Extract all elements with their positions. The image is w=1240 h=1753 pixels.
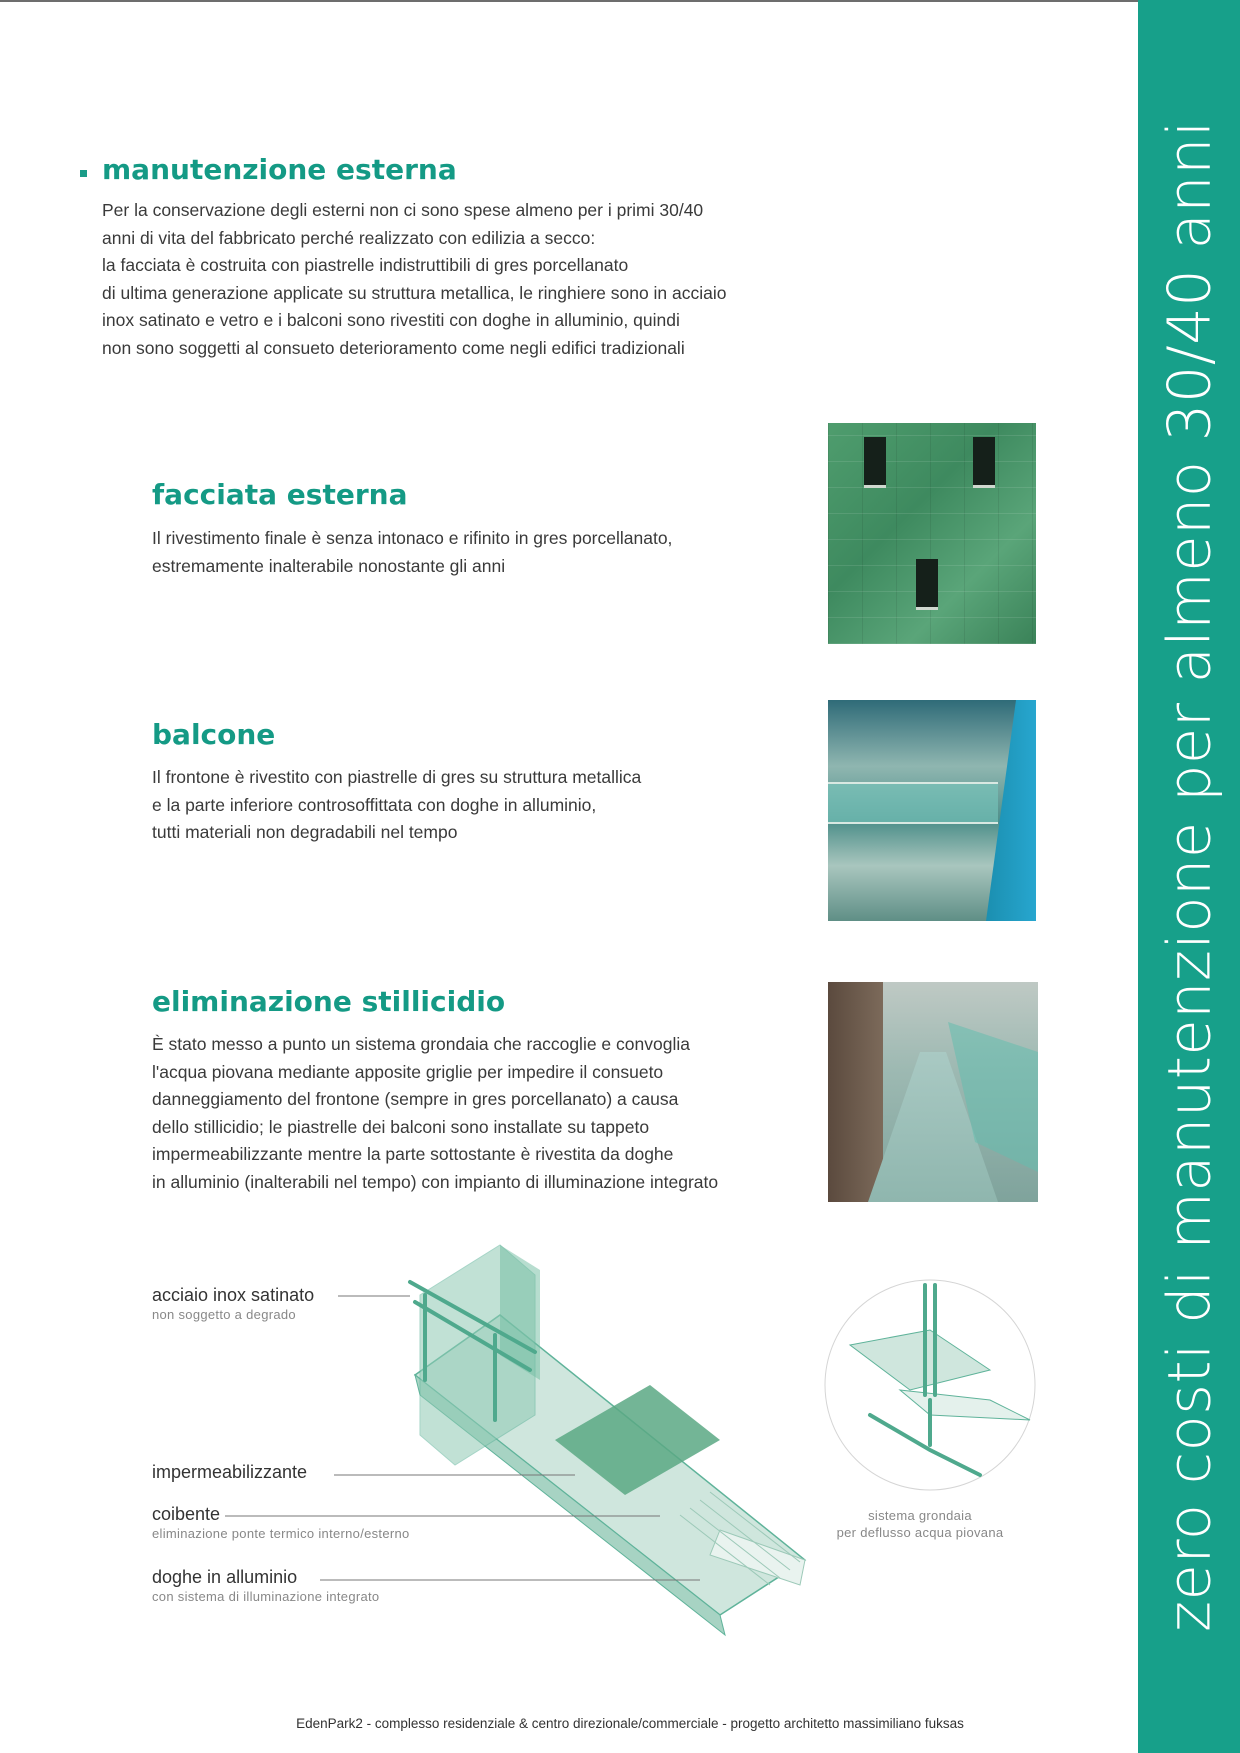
window-shape: [973, 437, 995, 488]
gutter-caption-line: per deflusso acqua piovana: [836, 1525, 1004, 1540]
intro-line: non sono soggetti al consueto deterioramento come negli edifici tradizionali: [102, 337, 685, 358]
section-line: impermeabilizzante mentre la parte sottostante è rivestita da doghe: [152, 1144, 674, 1164]
section-line: l'acqua piovana mediante apposite griglie per impedire il consueto: [152, 1061, 664, 1082]
section-paragraph-stillicidio: [152, 1031, 718, 1196]
label-sub: eliminazione ponte termico interno/esterno: [152, 1526, 410, 1541]
section-paragraph-facciata: [152, 525, 672, 580]
section-paragraph-balcone: [152, 764, 641, 847]
diagram-label-coibente: [152, 1504, 410, 1541]
page-footer: EdenPark2 - complesso residenziale & centro direzionale/commerciale - progetto architetto massimiliano fuksas: [296, 1716, 964, 1731]
section-line: È stato messo a punto un sistema grondaia che raccoglie e convoglia: [152, 1034, 690, 1054]
section-line: tutti materiali non degradabili nel tempo: [152, 822, 458, 842]
label-main: acciaio inox satinato: [152, 1285, 315, 1305]
section-line: Il rivestimento finale è senza intonaco e rifinito in gres porcellanato,: [152, 528, 673, 548]
gutter-caption: [820, 1507, 1020, 1541]
window-shape: [916, 559, 938, 610]
section-line: dello stillicidio; le piastrelle dei balconi sono installate su tappeto: [152, 1116, 650, 1137]
intro-line: di ultima generazione applicate su struttura metallica, le ringhiere sono in acciaio: [102, 282, 727, 303]
walkway-photo: [828, 982, 1038, 1202]
balcony-glass-shape: [828, 782, 998, 824]
section-title-facciata: facciata esterna: [152, 478, 408, 511]
facade-photo: [828, 423, 1036, 644]
section-title-balcone: balcone: [152, 718, 276, 751]
sidebar-band: [1138, 0, 1240, 1753]
intro-title: manutenzione esterna: [102, 153, 457, 186]
top-rule: [0, 0, 1140, 2]
label-main: impermeabilizzante: [152, 1462, 308, 1482]
intro-line: Per la conservazione degli esterni non ci sono spese almeno per i primi 30/40: [102, 200, 704, 220]
label-sub: con sistema di illuminazione integrato: [152, 1589, 380, 1604]
section-line: danneggiamento del frontone (sempre in gres porcellanato) a causa: [152, 1089, 679, 1109]
diagram-label-acciaio: [152, 1285, 314, 1322]
door-shape: [828, 982, 883, 1202]
intro-line: inox satinato e vetro e i balconi sono rivestiti con doghe in alluminio, quindi: [102, 310, 680, 330]
intro-line: la facciata è costruita con piastrelle indistruttibili di gres porcellanato: [102, 255, 629, 275]
intro-paragraph: [102, 197, 727, 362]
label-main: doghe in alluminio: [152, 1567, 298, 1587]
section-line: estremamente inalterabile nonostante gli anni: [152, 555, 506, 576]
label-main: coibente: [152, 1504, 221, 1524]
label-sub: non soggetto a degrado: [152, 1307, 296, 1322]
intro-line: anni di vita del fabbricato perché realizzato con edilizia a secco:: [102, 227, 596, 248]
gutter-caption-line: sistema grondaia: [868, 1508, 972, 1523]
section-line: Il frontone è rivestito con piastrelle di gres su struttura metallica: [152, 767, 642, 787]
window-shape: [864, 437, 886, 488]
bullet-icon: [80, 170, 87, 177]
diagram-label-impermeabilizzante: [152, 1462, 307, 1483]
section-line: in alluminio (inalterabili nel tempo) con impianto di illuminazione integrato: [152, 1171, 719, 1192]
sidebar-title: zero costi di manutenzione per almeno 30/40 anni: [1154, 120, 1224, 1632]
section-line: e la parte inferiore controsoffittata con doghe in alluminio,: [152, 794, 597, 815]
diagram-label-doghe: [152, 1567, 379, 1604]
balcony-photo: [828, 700, 1036, 921]
section-title-stillicidio: eliminazione stillicidio: [152, 985, 506, 1018]
